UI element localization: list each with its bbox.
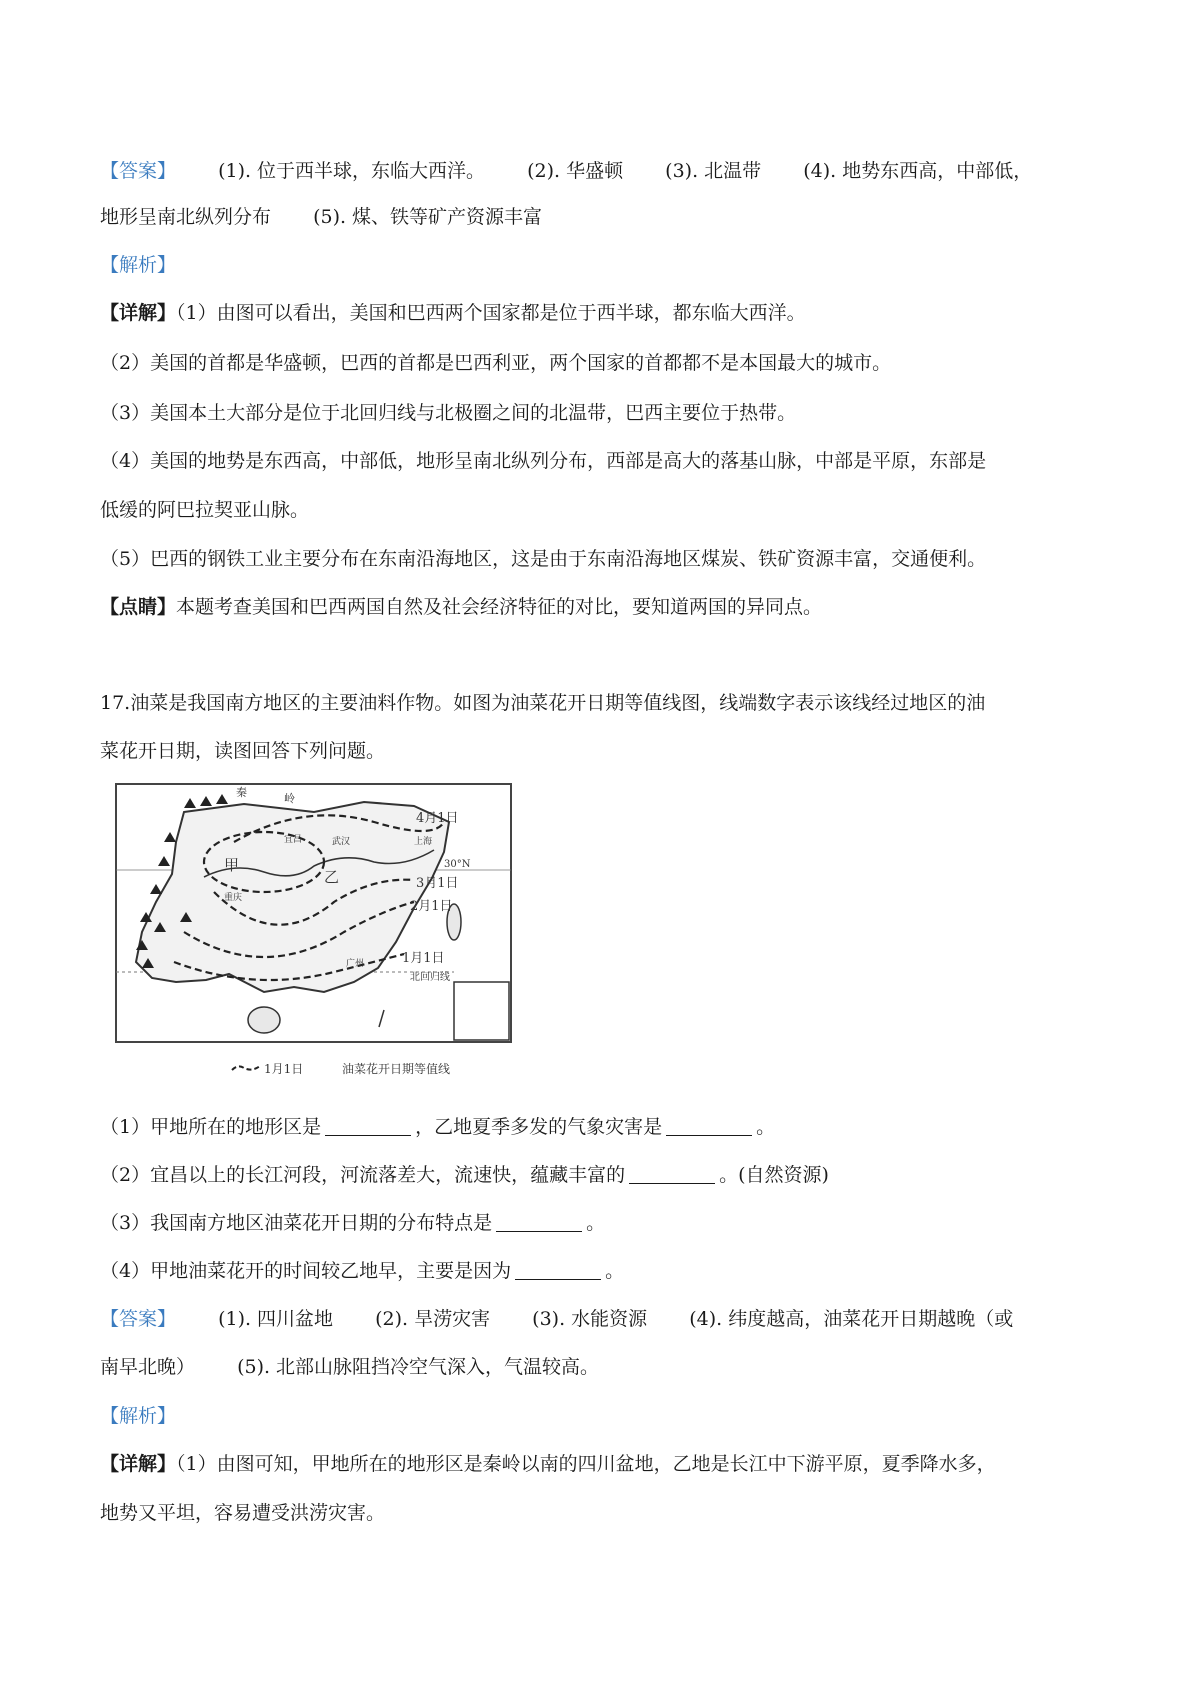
detail-text: （1）由图可以看出，美国和巴西两个国家都是位于西半球，都东临大西洋。 [176, 302, 806, 324]
q2-text-b: 。(自然资源) [719, 1164, 829, 1186]
map-label-lat30: 30°N [444, 859, 471, 870]
q3-text-b: 。 [586, 1212, 606, 1234]
answer-blank[interactable] [629, 1163, 715, 1184]
legend-isoline-symbol [232, 1066, 260, 1070]
map-label-jia: 甲 [224, 856, 240, 874]
detail-16-4b: 低缓的阿巴拉契亚山脉。 [100, 499, 310, 521]
detail-tag: 【详解】 [100, 302, 177, 324]
detail-16-2: （2）美国的首都是华盛顿，巴西的首都是巴西利亚，两个国家的首都都不是本国最大的城市。 [100, 352, 892, 374]
q1-text-a: （1）甲地所在的地形区是 [100, 1116, 322, 1138]
answer-line-17b [100, 1354, 599, 1380]
inset-map [454, 982, 509, 1040]
answer-item-2: (2). 华盛顿 [527, 160, 624, 182]
analysis-tag: 【解析】 [100, 254, 177, 276]
map-label-tropic: 北回归线 [410, 972, 450, 983]
answer-item-4-cont: 地形呈南北纵列分布 [100, 206, 272, 228]
detail-16-5: （5）巴西的钢铁工业主要分布在东南沿海地区，这是由于东南沿海地区煤炭、铁矿资源丰富，交通便利。 [100, 548, 987, 570]
q1-text-c: 。 [756, 1116, 776, 1138]
map-label-chongqing: 重庆 [224, 893, 243, 903]
answer-item-1: (1). 位于西半球，东临大西洋。 [218, 160, 486, 182]
answer-line-16a [100, 158, 1032, 184]
detail-17-1a [100, 1451, 996, 1477]
isoline-label-apr1: 4月1日 [416, 811, 459, 826]
answer-item-4: (4). 地势东西高，中部低， [803, 160, 1033, 182]
isoline-label-jan1: 1月1日 [402, 951, 445, 966]
answer-line-16b [100, 204, 542, 230]
q3-text-a: （3）我国南方地区油菜花开日期的分布特点是 [100, 1212, 493, 1234]
hainan-island [248, 1007, 280, 1033]
answer-item-1: (1). 四川盆地 [218, 1308, 334, 1330]
map-label-shanghai: 上海 [414, 837, 433, 847]
q4-text-a: （4）甲地油菜花开的时间较乙地早，主要是因为 [100, 1260, 512, 1282]
answer-item-3: (3). 水能资源 [532, 1308, 648, 1330]
answer-item-5: (5). 北部山脉阻挡冷空气深入，气温较高。 [237, 1356, 600, 1378]
map-label-guangzhou: 广州 [346, 959, 365, 969]
rapeseed-flowering-map [114, 782, 524, 1082]
legend-date: 1月1日 [264, 1062, 304, 1076]
map-label-wuhan: 武汉 [332, 837, 351, 847]
answer-blank[interactable] [666, 1115, 752, 1136]
legend-text: 油菜花开日期等值线 [342, 1062, 451, 1076]
analysis-tag: 【解析】 [100, 1405, 177, 1427]
answer-blank[interactable] [325, 1115, 411, 1136]
answer-blank[interactable] [515, 1259, 601, 1280]
detail-16-4a: （4）美国的地势是东西高，中部低，地形呈南北纵列分布，西部是高大的落基山脉，中部是平原，东部是 [100, 450, 987, 472]
q1-text-b: ，乙地夏季多发的气象灾害是 [415, 1116, 663, 1138]
q17-stem-a: 17.油菜是我国南方地区的主要油料作物。如图为油菜花开日期等值线图，线端数字表示该线经过地区的油 [100, 692, 986, 714]
detail-tag: 【详解】 [100, 1453, 177, 1475]
isoline-label-mar1: 3月1日 [416, 876, 459, 891]
point-text: 本题考查美国和巴西两国自然及社会经济特征的对比，要知道两国的异同点。 [176, 596, 823, 618]
q17-sub-1 [100, 1114, 775, 1140]
map-label-yichang: 宜昌 [284, 835, 303, 845]
detail-17-1b: 地势又平坦，容易遭受洪涝灾害。 [100, 1502, 386, 1524]
answer-blank[interactable] [496, 1211, 582, 1232]
q2-text-a: （2）宜昌以上的长江河段，河流落差大，流速快，蕴藏丰富的 [100, 1164, 626, 1186]
answer-item-4: (4). 纬度越高，油菜花开日期越晚（或 [689, 1308, 1014, 1330]
answer-tag: 【答案】 [100, 160, 177, 182]
detail-16-3: （3）美国本土大部分是位于北回归线与北极圈之间的北温带，巴西主要位于热带。 [100, 402, 797, 424]
map-label-qin: 秦 [236, 786, 247, 799]
detail-16-1 [100, 300, 806, 326]
answer-line-17a [100, 1306, 1013, 1332]
answer-item-4-cont: 南早北晚） [100, 1356, 196, 1378]
q4-text-b: 。 [605, 1260, 625, 1282]
isoline-label-feb1: 2月1日 [410, 899, 453, 914]
q17-sub-2 [100, 1162, 829, 1188]
q17-stem-b: 菜花开日期，读图回答下列问题。 [100, 740, 386, 762]
map-label-yi: 乙 [324, 868, 340, 886]
q17-sub-4 [100, 1258, 624, 1284]
answer-item-5: (5). 煤、铁等矿产资源丰富 [313, 206, 543, 228]
point-tag: 【点睛】 [100, 596, 177, 618]
point-16 [100, 594, 822, 620]
answer-item-2: (2). 旱涝灾害 [375, 1308, 491, 1330]
q17-sub-3 [100, 1210, 605, 1236]
answer-tag: 【答案】 [100, 1308, 177, 1330]
detail-text: （1）由图可知，甲地所在的地形区是秦岭以南的四川盆地，乙地是长江中下游平原，夏季降水多， [176, 1453, 996, 1475]
map-label-ling: 岭 [284, 792, 295, 805]
answer-item-3: (3). 北温带 [665, 160, 762, 182]
